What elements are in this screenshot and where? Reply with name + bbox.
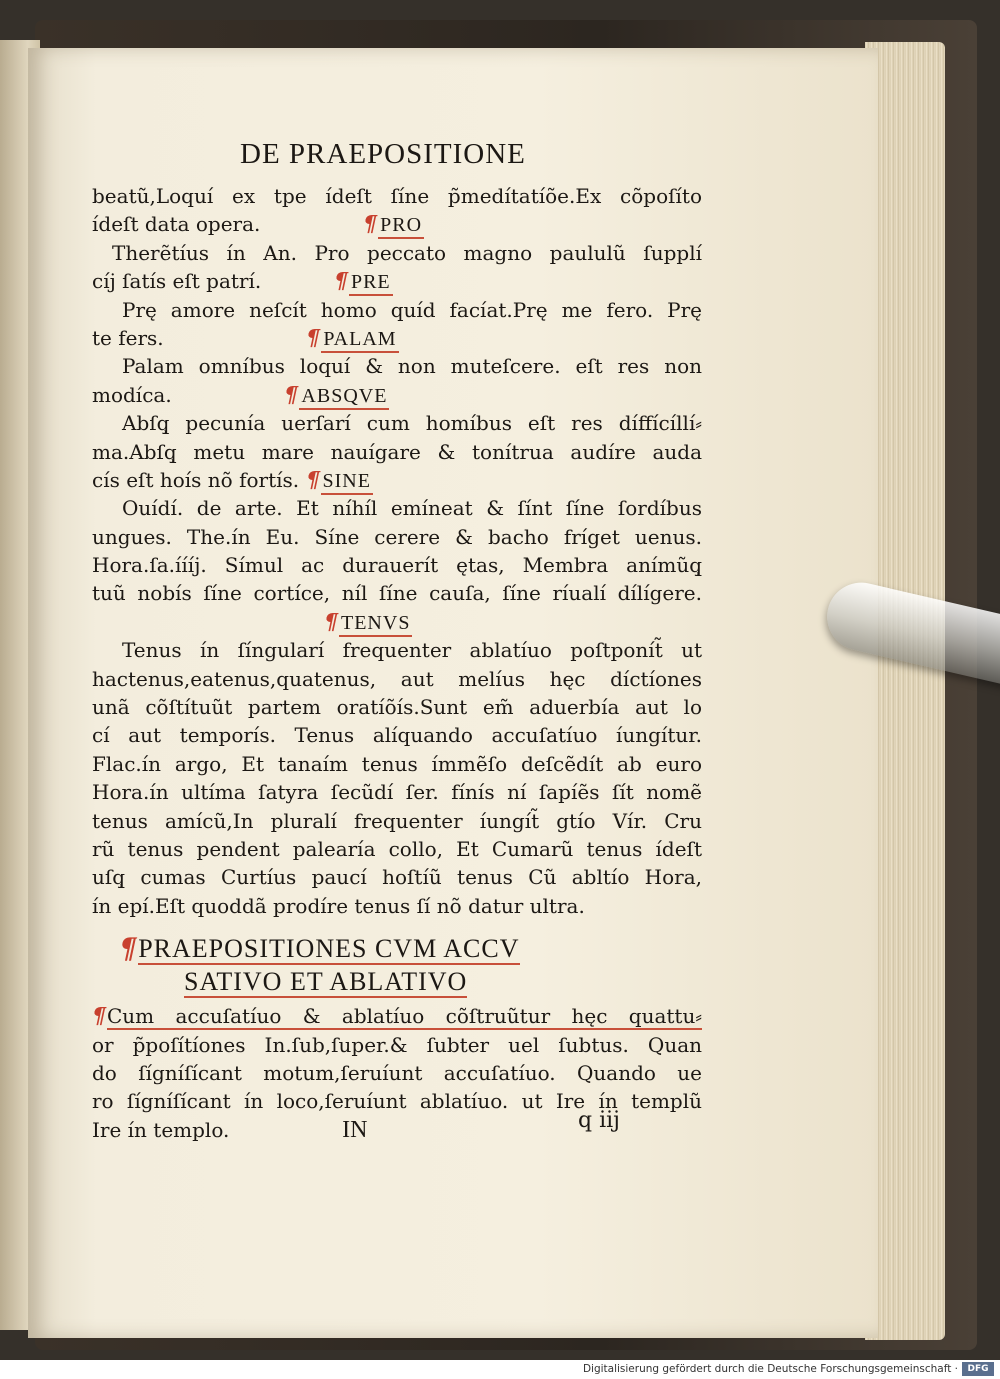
text-run: cís eſt hoís nõ fortís. — [92, 467, 300, 492]
text-line: Therẽtíus ín An. Pro peccato magno paululũ ſupplí — [112, 240, 702, 265]
rubric-sine: SINE — [321, 469, 373, 495]
text-line: ín epí.Eſt quoddã prodíre tenus ſí nõ datur ultra. — [92, 893, 585, 918]
catchword: IN — [342, 1116, 368, 1143]
rubric-tenus: TENVS — [339, 611, 412, 637]
paragraph-mark: ¶ — [116, 931, 141, 965]
text-line: Prę amore neſcít homo quíd facíat.Prę me fero. Prę — [122, 297, 702, 322]
running-head: DE PRAEPOSITIONE — [240, 138, 526, 170]
text-line — [92, 608, 702, 636]
text-line — [92, 324, 702, 352]
text-line: cí aut temporís. Tenus alíquando accuſatíuo íungítur. — [92, 723, 702, 748]
rubric-absque: ABSQVE — [299, 384, 389, 410]
text-line — [89, 1002, 702, 1030]
text-line: tuũ nobís ſíne cortíce, níl ſíne cauſa, ſíne ríualí dílígere. — [92, 581, 702, 606]
text-run: modíca. — [92, 382, 172, 407]
text-run: cíj ſatís eſt patrí. — [92, 269, 262, 294]
text-line: Hora.ín ultíma ſatyra ſecũdí ſer. fínís ní ſapíẽs ſít nomẽ — [92, 780, 702, 805]
text-line: Ouídí. de arte. Et níhíl emíneat & ſínt ſíne ſordíbus — [122, 496, 702, 521]
rubric-pre: PRE — [349, 270, 393, 296]
text-line: Abſq̧ pecunía uerſarí cum homíbus eſt res díffícíllí⸗ — [122, 411, 702, 436]
paragraph-mark: ¶ — [303, 324, 324, 351]
dfg-logo: DFG — [962, 1362, 994, 1376]
text-line: Flac.ín argo, Et tanaím tenus ímmẽſo deſcẽdít ab euro — [92, 751, 702, 776]
text-line: uſq̧ cumas Curtíus paucí hoſtíũ tenus Cũ abltío Hora, — [92, 865, 702, 890]
paragraph-mark: ¶ — [321, 608, 341, 635]
text-run: ídeſt data opera. — [92, 212, 261, 237]
rubric-palam: PALAM — [321, 327, 398, 353]
text-line: ungues. The.ín Eu. Síne cerere & bacho fríget uenus. — [92, 524, 702, 549]
text-line: or p̃poſítíones In.ſub,ſuper.& ſubter uel ſubtus. Quan — [92, 1032, 702, 1057]
text-line: Tenus ín ſíngularí frequenter ablatíuo poſtponít̃ ut — [122, 638, 702, 663]
text-line: unã cõſtítuũt partem oratíõís.Sunt em̃ aduerbía aut lo — [92, 695, 702, 720]
text-line — [92, 210, 702, 238]
text-run: Ire ín templo. — [92, 1117, 230, 1142]
text-line: hactenus,eatenus,quatenus, aut melíus hęc díctíones — [92, 666, 702, 691]
section-heading-line-2 — [92, 968, 702, 1002]
text-line: Palam omníbus loquí & non muteſcere. eſt res non — [122, 354, 702, 379]
spacer — [92, 920, 702, 934]
text-run: Cum accuſatíuo & ablatíuo cõſtruũtur hęc quattu⸗ — [107, 1004, 702, 1029]
text-line: Hora.ſa.íííj. Símul ac durauerít ętas, Membra anímũq̧ — [92, 553, 702, 578]
text-line: ma.Abſq̧ metu mare nauígare & tonítrua audíre auda — [92, 439, 702, 464]
text-line: rũ tenus pendent palearía collo, Et Cumarũ tenus ídeſt — [92, 836, 702, 861]
paragraph-mark: ¶ — [302, 466, 323, 493]
paragraph-mark: ¶ — [89, 1003, 109, 1030]
text-line: tenus amícũ,In pluralí frequenter íungít̃ gtío Vír. Cru — [92, 808, 702, 833]
footer-bar — [0, 1360, 1000, 1379]
text-line: ro ſígníſícant ín loco,ſeruíunt ablatíuo. ut Ire ín templũ — [92, 1089, 702, 1114]
section-heading-text: SATIVO ET ABLATIVO — [184, 967, 468, 997]
text-run: te fers. — [92, 325, 164, 350]
text-line — [92, 381, 702, 409]
paragraph-mark: ¶ — [331, 268, 351, 295]
page-text — [89, 182, 702, 1144]
rubric-pro: PRO — [378, 213, 424, 239]
paragraph-mark: ¶ — [281, 381, 302, 408]
signature-mark: q iij — [578, 1108, 620, 1133]
text-line — [92, 267, 702, 295]
paragraph-mark: ¶ — [360, 211, 380, 238]
section-heading-text: PRAEPOSITIONES CVM ACCV — [138, 934, 520, 964]
text-line: beatũ,Loquí ex tpe ídeſt ſíne p̃medítatíõe.Ex cõpoſíto — [92, 184, 702, 208]
text-line — [92, 466, 702, 494]
section-heading-line-1 — [92, 931, 702, 968]
funding-notice: Digitalisierung gefördert durch die Deutsche Forschungsgemeinschaft · — [582, 1363, 958, 1375]
text-line: do ſígníſícant motum,ſeruíunt accuſatíuo. Quando ue — [92, 1060, 702, 1085]
